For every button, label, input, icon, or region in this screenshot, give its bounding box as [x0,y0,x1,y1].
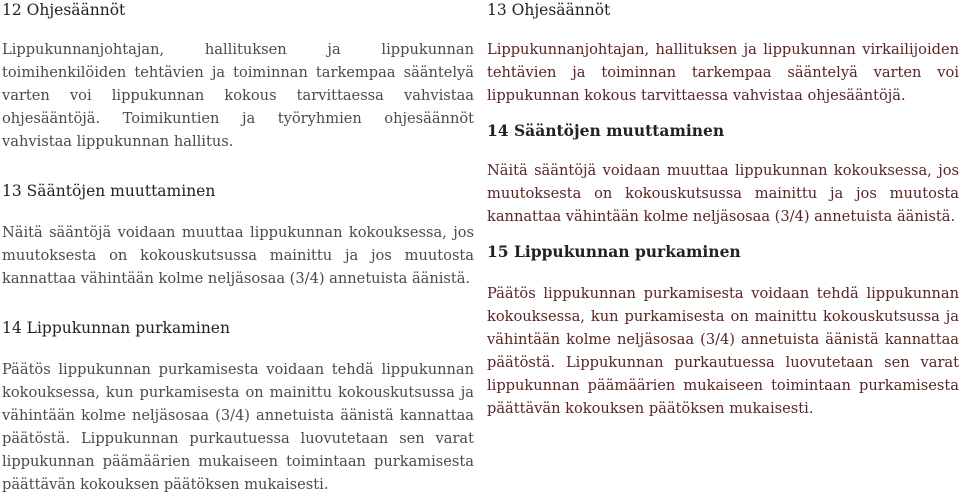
section-heading: 13 Sääntöjen muuttaminen [2,182,216,200]
section-body: Näitä sääntöjä voidaan muuttaa lippukunnan kokouksessa, jos muutoksesta on kokouskutsussa mainittu ja jos muutosta kannattaa vähintään kolme neljäsosaa (3/4) annetuista äänistä. [487,162,959,225]
section-body: Lippukunnanjohtajan, hallituksen ja lippukunnan virkailijoiden tehtävien ja toiminnan tarkempaa sääntelyä varten voi lippukunnan kokous tarvittaessa vahvistaa ohjesääntöjä. [487,41,959,104]
section-heading: 13 Ohjesäännöt [487,1,611,19]
section-heading: 12 Ohjesäännöt [2,1,126,19]
section-body: Päätös lippukunnan purkamisesta voidaan tehdä lippukunnan kokouksessa, kun purkamisesta on mainittu kokouskutsussa ja vähintään kolme neljäsosaa (3/4) annetuista äänistä kannattaa päätöstä. Lippukunnan purkautuessa luovutetaan sen varat lippukunnan päämäärien mukaiseen toimintaan purkamisesta päättävän kokouksen päätöksen mukaisesti. [487,285,959,417]
section-heading: 14 Sääntöjen muuttaminen [487,121,725,140]
section-heading: 14 Lippukunnan purkaminen [2,319,230,337]
right-column [487,0,959,420]
left-column [2,0,474,496]
section-body: Lippukunnanjohtajan, hallituksen ja lippukunnan toimihenkilöiden tehtävien ja toiminnan tarkempaa sääntelyä varten voi lippukunnan kokous tarvittaessa vahvistaa ohjesääntöjä. Toimikuntien ja työryhmien ohjesäännöt vahvistaa lippukunnan hallitus. [2,41,474,150]
section-heading: 15 Lippukunnan purkaminen [487,242,741,261]
section-body: Näitä sääntöjä voidaan muuttaa lippukunnan kokouksessa, jos muutoksesta on kokouskutsussa mainittu ja jos muutosta kannattaa vähintään kolme neljäsosaa (3/4) annetuista äänistä. [2,224,474,287]
section-body: Päätös lippukunnan purkamisesta voidaan tehdä lippukunnan kokouksessa, kun purkamisesta on mainittu kokouskutsussa ja vähintään kolme neljäsosaa (3/4) annetuista äänistä kannattaa päätöstä. Lippukunnan purkautuessa luovutetaan sen varat lippukunnan päämäärien mukaiseen toimintaan purkamisesta päättävän kokouksen päätöksen mukaisesti. [2,361,474,493]
